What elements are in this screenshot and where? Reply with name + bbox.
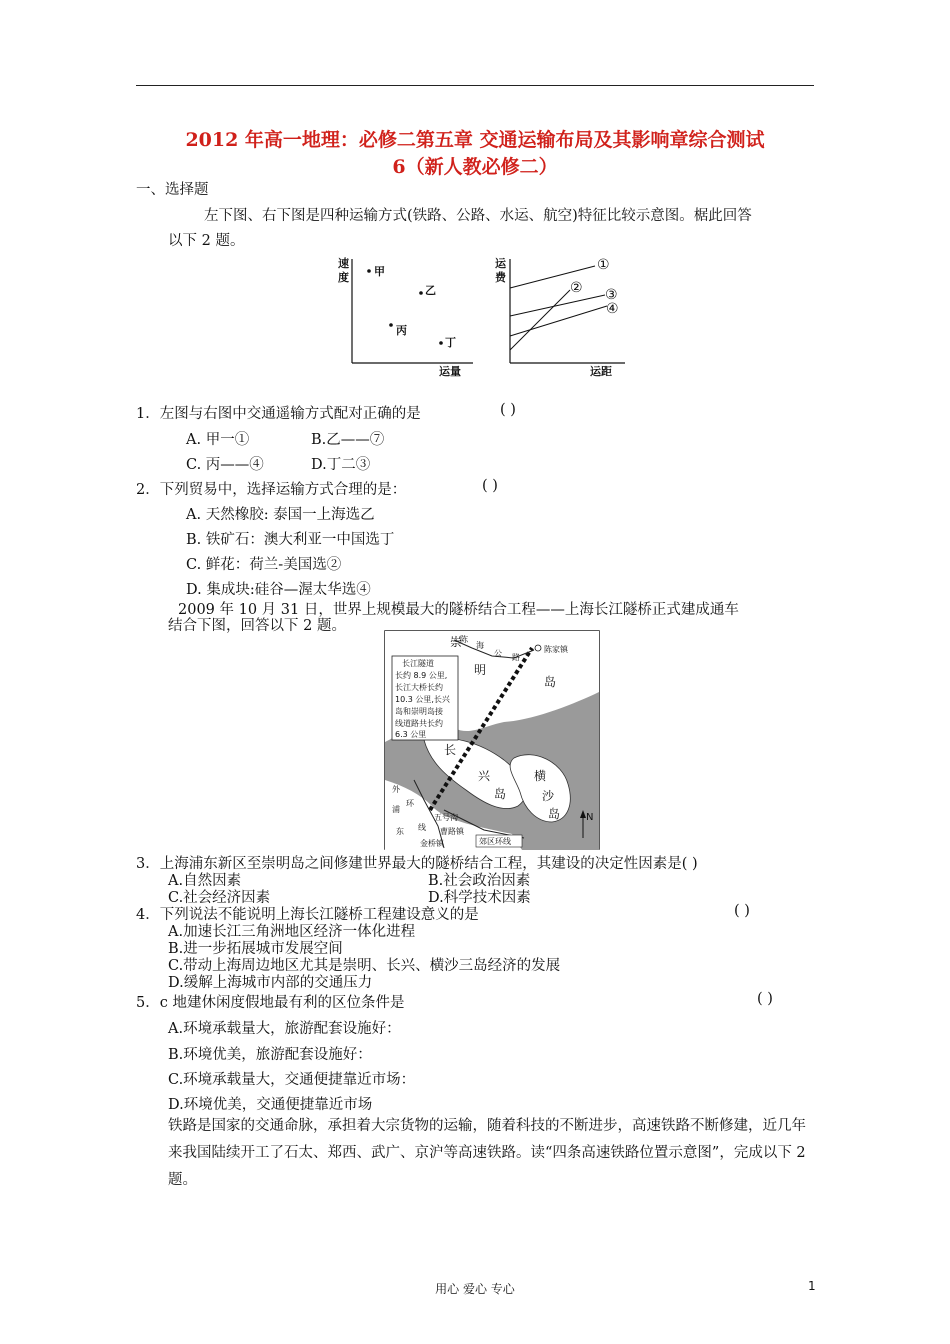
q5-option-c: C.环境承载量大，交通便捷靠近市场： [168, 1072, 416, 1088]
yangtze-tunnel-bridge-map [384, 630, 600, 850]
q3-option-c: C.社会经济因素 [168, 890, 271, 906]
changxing-3: 岛 [494, 787, 507, 801]
q2-option-b: B. 铁矿石：澳大利亚一中国选丁 [186, 532, 395, 548]
q2-option-c: C. 鲜花：荷兰-美国选② [186, 557, 342, 573]
q5-answer-paren: ( ) [757, 991, 773, 1007]
chenhai-2: 海 [476, 641, 484, 650]
jiaoqu-label: 郊区环线 [479, 837, 511, 846]
q3-stem: 3．上海浦东新区至崇明岛之间修建世界最大的隧桥结合工程，其建设的决定性因素是( ) [136, 856, 698, 872]
chenjiazhen-label: 陈家镇 [544, 645, 568, 654]
q4-answer-paren: ( ) [734, 903, 750, 919]
q4-stem: 4．下列说法不能说明上海长江隧桥工程建设意义的是 [136, 907, 479, 923]
chongming-2: 明 [474, 663, 487, 677]
chenhai-3: 公 [494, 649, 502, 658]
page-title-line1: 2012 年高一地理：必修二第五章 交通运输布局及其影响章综合测试 [185, 129, 765, 151]
left-xlabel: 运量 [439, 365, 461, 378]
note-line-4: 10.3 公里,长兴 [395, 695, 450, 704]
chenhai-1: 陈 [460, 635, 468, 644]
hengsha-2: 沙 [542, 789, 555, 803]
north-label: N [586, 812, 594, 823]
q5-option-d: D.环境优美，交通便捷靠近市场 [168, 1097, 373, 1113]
hengsha-1: 横 [534, 769, 547, 783]
hengsha-3: 岛 [548, 807, 561, 821]
note-line-5: 岛和崇明岛接 [395, 707, 443, 716]
page-title-line2: 6（新人教必修二） [392, 156, 558, 178]
waihuan-2: 环 [406, 799, 414, 808]
q4-option-c: C.带动上海周边地区尤其是崇明、长兴、横沙三岛经济的发展 [168, 958, 561, 974]
q4-option-a: A.加速长江三角洲地区经济一体化进程 [168, 924, 416, 940]
jinqiaozhen-label: 金桥镇 [420, 839, 444, 848]
intro1-line2: 以下 2 题。 [168, 233, 245, 249]
q5-option-b: B.环境优美，旅游配套设施好： [168, 1047, 372, 1063]
left-ylabel-2: 度 [338, 271, 349, 284]
q4-option-d: D.缓解上海城市内部的交通压力 [168, 975, 373, 991]
left-ylabel-1: 速 [338, 257, 349, 270]
note-line-2: 长约 8.9 公里, [395, 671, 448, 680]
q1-option-a: A. 甲一① [186, 432, 250, 448]
q1-option-d: D.丁二③ [311, 457, 371, 473]
intro2-line2: 结合下图，回答以下 2 题。 [168, 618, 346, 634]
header-rule [136, 85, 814, 86]
right-ylabel-2: 费 [495, 271, 506, 284]
page-number: 1 [808, 1279, 816, 1293]
point-ding: 丁 [445, 336, 456, 349]
wuhaogou-label: 五号沟 [434, 813, 458, 822]
q5-option-a: A.环境承载量大，旅游配套设施好： [168, 1021, 401, 1037]
q3-option-d: D.科学技术因素 [428, 890, 531, 906]
changxing-2: 兴 [478, 769, 491, 783]
q1-answer-paren: ( ) [500, 402, 516, 418]
point-jia: 甲 [374, 265, 385, 278]
intro1-line1: 左下图、右下图是四种运输方式(铁路、公路、水运、航空)特征比较示意图。椐此回答 [204, 208, 752, 224]
point-bing: 丙 [396, 324, 407, 337]
line-label-3: ③ [605, 287, 618, 303]
q2-answer-paren: ( ) [482, 478, 498, 494]
chenhai-4: 路 [512, 653, 520, 662]
line-label-2: ② [570, 280, 583, 296]
point-yi: 乙 [425, 284, 436, 297]
q4-option-b: B.进一步拓展城市发展空间 [168, 941, 343, 957]
q2-option-a: A. 天然橡胶: 泰国一上海选乙 [186, 507, 375, 523]
q1-option-c: C. 丙——④ [186, 457, 264, 473]
intro3-paragraph: 铁路是国家的交通命脉，承担着大宗货物的运输，随着科技的不断进步，高速铁路不断修建，近几年来我国陆续开工了石太、郑西、武广、京沪等高速铁路。读“四条高速铁路位置示意图”，完成以下 2 题。 [168, 1118, 806, 1188]
transport-comparison-figure [325, 252, 635, 380]
q3-option-b: B.社会政治因素 [428, 873, 531, 889]
waihuan-1: 外 [392, 785, 400, 794]
q1-option-b: B.乙——⑦ [311, 432, 385, 448]
note-line-7: 6.3 公里 [395, 730, 427, 739]
q1-stem: 1．左图与右图中交通遥输方式配对正确的是 [136, 406, 421, 422]
q2-option-d: D. 集成块:硅谷—渥太华选④ [186, 582, 371, 598]
changxing-1: 长 [444, 743, 457, 757]
pudong-1: 浦 [392, 805, 400, 814]
line-label-1: ① [597, 257, 610, 273]
q2-stem: 2．下列贸易中，选择运输方式合理的是： [136, 482, 407, 498]
note-line-6: 线道路共长约 [395, 719, 443, 728]
pudong-2: 东 [396, 827, 404, 836]
intro2-line1: 2009 年 10 月 31 日，世界上规模最大的隧桥结合工程——上海长江隧桥正式建成通车 [178, 602, 739, 618]
section-heading: 一、选择题 [136, 182, 209, 198]
chongming-1: 崇 [450, 635, 463, 649]
q5-stem: 5．c 地建休闲度假地最有利的区位条件是 [136, 995, 405, 1011]
note-line-1: 长江隧道 [402, 659, 434, 668]
caoluzhen-label: 曹路镇 [440, 827, 464, 836]
right-ylabel-1: 运 [495, 257, 506, 270]
page-footer: 用心 爱心 专心 [435, 1282, 515, 1296]
chongming-3: 岛 [544, 675, 557, 689]
waihuan-3: 线 [418, 823, 426, 832]
note-line-3: 长江大桥长约 [395, 683, 443, 692]
right-xlabel: 运距 [590, 365, 612, 378]
q3-option-a: A.自然因素 [168, 873, 242, 889]
line-label-4: ④ [606, 301, 619, 317]
